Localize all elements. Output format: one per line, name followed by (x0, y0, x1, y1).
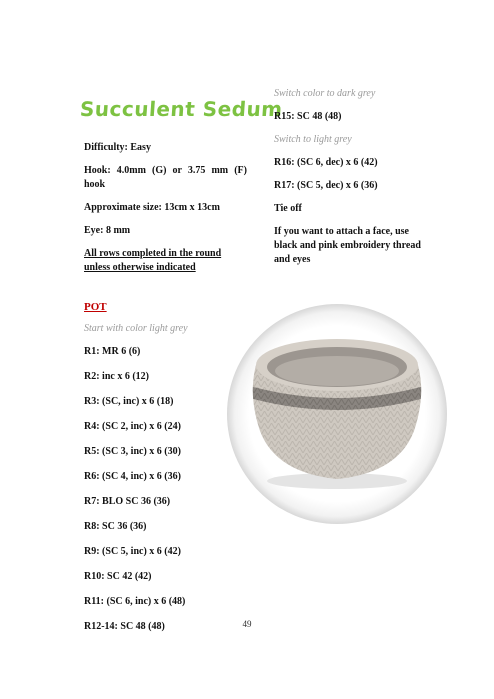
pot-row: R3: (SC, inc) x 6 (18) (84, 396, 174, 407)
pot-row: R5: (SC 3, inc) x 6 (30) (84, 446, 181, 457)
face-note: If you want to attach a face, use black and pink embroidery thread and eyes (274, 226, 421, 265)
pot-row: R4: (SC 2, inc) x 6 (24) (84, 421, 181, 432)
rounds-note: All rows completed in the round unless otherwise indicated (84, 248, 222, 273)
pot-row: R8: SC 36 (36) (84, 521, 147, 532)
pattern-title: Succulent Sedum (79, 97, 284, 121)
pot-inner-wall (275, 356, 399, 386)
pot-row: R12-14: SC 48 (48) (84, 621, 165, 632)
pot-row: R10: SC 42 (42) (84, 571, 152, 582)
difficulty: Difficulty: Easy (84, 142, 151, 153)
page-number: 49 (242, 619, 252, 629)
pot-row: R2: inc x 6 (12) (84, 371, 149, 382)
pot-heading: POT (84, 301, 107, 313)
pot-row: R1: MR 6 (6) (84, 346, 141, 357)
pot-row: R9: (SC 5, inc) x 6 (42) (84, 546, 181, 557)
row-15: R15: SC 48 (48) (274, 111, 342, 122)
pot-instructions (84, 322, 234, 645)
pot-start-note: Start with color light grey (84, 323, 188, 334)
row-16: R16: (SC 6, dec) x 6 (42) (274, 157, 378, 168)
hook-size: Hook: 4.0mm (G) or 3.75 mm (F) hook (84, 165, 247, 190)
row-17: R17: (SC 5, dec) x 6 (36) (274, 180, 378, 191)
right-column (274, 87, 434, 276)
switch-dark-note: Switch color to dark grey (274, 88, 376, 99)
crochet-pot-photo (226, 303, 448, 525)
eye-size: Eye: 8 mm (84, 225, 131, 236)
pot-row: R6: (SC 4, inc) x 6 (36) (84, 471, 181, 482)
pot-row: R11: (SC 6, inc) x 6 (48) (84, 596, 186, 607)
pot-row: R7: BLO SC 36 (36) (84, 496, 171, 507)
switch-light-note: Switch to light grey (274, 134, 352, 145)
tie-off: Tie off (274, 203, 302, 214)
specs-section (84, 141, 247, 284)
approximate-size: Approximate size: 13cm x 13cm (84, 202, 220, 213)
